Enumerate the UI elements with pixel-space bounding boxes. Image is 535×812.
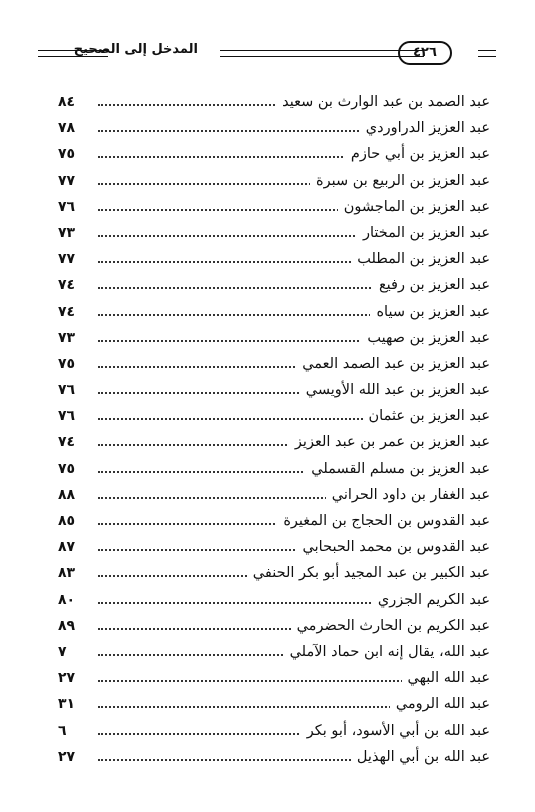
index-entry [58,326,490,352]
entry-name: عبد العزيز بن المطلب [351,249,490,269]
entry-name: عبد العزيز بن الربيع بن سبرة [310,171,490,191]
entry-name: عبد العزيز بن عمر بن عبد العزيز [289,432,490,452]
entry-page-number: ٨٤ [58,94,76,110]
index-entry [58,352,490,378]
entry-name: عبد العزيز بن أبي حازم [345,144,490,164]
entry-name: عبد الله بن أبي الهذيل [351,747,490,767]
index-entry [58,430,490,456]
entry-name: عبد الله الرومي [390,694,490,714]
entry-page-number: ٧٧ [58,251,76,268]
entry-page-number: ٧٧ [58,172,76,189]
index-entry [58,640,490,666]
entry-name: عبد العزيز بن المختار [357,223,490,243]
index-entry [58,300,490,326]
index-entry [58,483,490,509]
index-entry [58,719,490,745]
header-rule-middle [220,50,424,57]
entry-page-number: ٧٦ [58,382,76,399]
entry-page-number: ٨٥ [58,513,76,529]
index-entry [58,561,490,587]
entry-page-number: ٨٩ [58,617,76,634]
entry-page-number: ٧٦ [58,408,76,425]
entry-page-number: ٧٣ [58,329,76,346]
entry-page-number: ٧٣ [58,224,76,241]
entry-page-number: ٣١ [58,696,76,713]
index-entry [58,588,490,614]
index-entry [58,666,490,692]
entry-name: عبد القدوس بن محمد الحبحابي [297,537,490,557]
entry-name: عبد العزيز بن سياه [370,302,490,322]
entry-name: عبد العزيز بن عبد الله الأويسي [300,380,490,400]
entry-page-number: ٧٦ [58,198,76,215]
entry-name: عبد العزيز بن عبد الصمد العمي [296,354,490,374]
index-entry [58,535,490,561]
entry-name: عبد العزيز بن صهيب [361,328,490,348]
page-number: ٤٢٦ [398,41,452,65]
entry-page-number: ٧٥ [58,460,76,477]
entry-name: عبد الصمد بن عبد الوارث بن سعيد [276,92,490,112]
entry-name: عبد الكبير بن عبد المجيد أبو بكر الحنفي [247,563,490,583]
entry-name: عبد العزيز بن عثمان [363,406,491,426]
index-entry [58,195,490,221]
index-entry [58,378,490,404]
entry-name: عبد الله البهي [402,668,490,688]
entry-page-number: ٧ [58,643,67,660]
index-entry [58,169,490,195]
index-entry [58,404,490,430]
entry-page-number: ٨٠ [58,591,76,608]
entry-page-number: ٧٥ [58,146,76,163]
entry-page-number: ٨٧ [58,539,76,556]
entry-page-number: ٧٨ [58,120,76,137]
running-title: المدخل إلى الصحيح [73,42,198,57]
entry-name: عبد الله، يقال إنه ابن حماد الآملي [284,642,490,662]
entry-name: عبد العزيز بن مسلم القسملي [305,459,490,479]
entry-page-number: ٦ [58,722,67,739]
entry-name: عبد العزيز بن رفيع [373,275,490,295]
entry-name: عبد الكريم بن الحارث الحضرمي [291,616,490,636]
entry-page-number: ٨٣ [58,565,76,582]
entry-page-number: ٧٥ [58,355,76,372]
header-rule-right [478,50,496,57]
index-entry [58,142,490,168]
entry-name: عبد العزيز بن الماجشون [338,197,490,217]
index-entry [58,247,490,273]
index-list [58,90,490,771]
index-entry [58,221,490,247]
index-entry [58,614,490,640]
entry-name: عبد الغفار بن داود الحراني [326,485,490,505]
entry-name: عبد العزيز الدراوردي [360,118,490,138]
entry-name: عبد الكريم الجزري [372,590,490,610]
index-entry [58,90,490,116]
page-header [38,38,496,68]
entry-name: عبد القدوس بن الحجاج بن المغيرة [277,511,490,531]
entry-page-number: ٧٤ [58,303,76,320]
entry-page-number: ٧٤ [58,277,76,294]
index-entry [58,745,490,771]
entry-page-number: ٢٧ [58,670,76,687]
index-entry [58,273,490,299]
entry-page-number: ٨٨ [58,486,76,503]
index-entry [58,116,490,142]
entry-page-number: ٧٤ [58,434,76,451]
index-entry [58,509,490,535]
index-entry [58,692,490,718]
index-entry [58,457,490,483]
entry-name: عبد الله بن أبي الأسود، أبو بكر [301,721,490,741]
entry-page-number: ٢٧ [58,748,76,765]
